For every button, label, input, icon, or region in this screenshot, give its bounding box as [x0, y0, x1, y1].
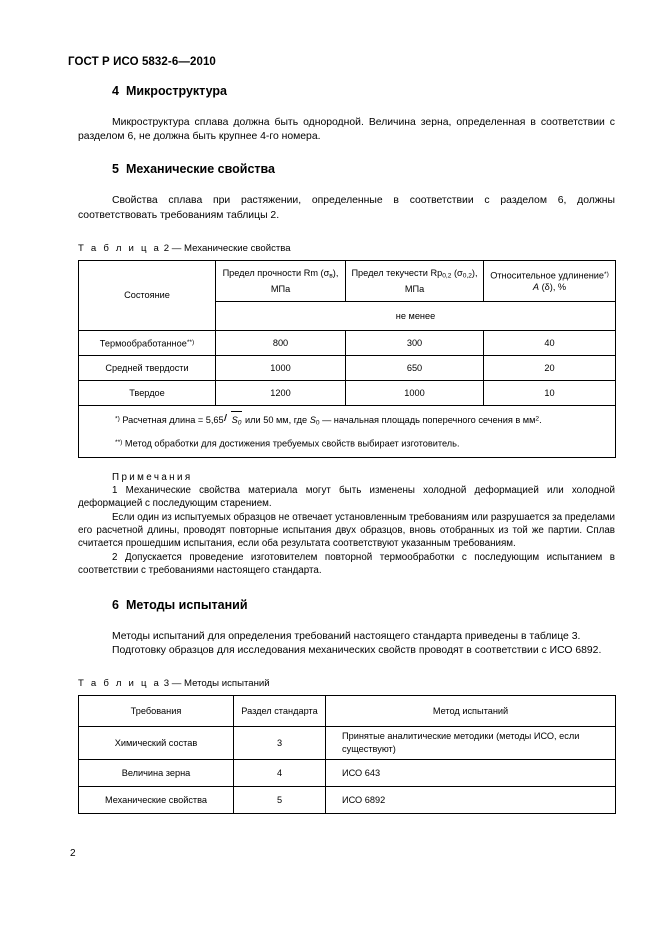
- table2-state-text: Термообработанное: [99, 338, 187, 349]
- table2-cell-a: 40: [484, 330, 616, 355]
- th-rp-c: ),: [471, 268, 478, 279]
- th-rp-b: (σ: [451, 268, 463, 279]
- table2-cell-rp: 1000: [346, 380, 484, 405]
- sqrt-icon: [224, 411, 243, 431]
- table2-cell-rp: 650: [346, 355, 484, 380]
- table2-header-state: Состояние: [79, 260, 216, 330]
- table3-cell-section: 3: [234, 727, 326, 760]
- table3-caption-label: Т а б л и ц а: [78, 678, 162, 690]
- table3-caption-title: Методы испытаний: [184, 678, 270, 690]
- section-4-paragraph-1: Микроструктура сплава должна быть однородной. Величина зерна, определенная в соответствии с разделом 6, не должна быть крупнее 4-го номера.: [78, 117, 615, 143]
- footnote1-marker: *): [115, 415, 120, 423]
- table2-caption-title: Механические свойства: [184, 242, 291, 254]
- table3-cell-method: Принятые аналитические методики (методы ИСО, если существуют): [326, 727, 616, 760]
- th-rp-unit: МПа: [404, 283, 425, 294]
- th-rm-a: Предел прочности Rm (σ: [222, 268, 330, 279]
- page-number: 2: [70, 848, 76, 859]
- footnote1-s: S: [309, 414, 316, 425]
- table3-header-method: Метод испытаний: [326, 696, 616, 727]
- table2-cell-rm: 1200: [216, 380, 346, 405]
- table2-header-row: [79, 260, 616, 301]
- table2-footnote-2: [115, 435, 611, 452]
- table2-caption-label: Т а б л и ц а: [78, 242, 162, 254]
- table3-caption-dash: —: [171, 678, 182, 690]
- table2-footnotes: [79, 405, 616, 457]
- note-item-2: Если один из испытуемых образцов не отвечает установленным требованиям или разрушается за пределами его расчетной длины, проводят повторные испытания двух образцов, вновь отобранных из той же партии. Сплав считается прошедшим испытания, если оба результата соответствуют указанным требованиям.: [78, 511, 615, 550]
- table2-subheader-not-less: не менее: [216, 301, 616, 330]
- table-row: [79, 355, 616, 380]
- table-row: [79, 760, 616, 787]
- th-rp-sub2: 0,2: [462, 272, 472, 280]
- section-5-paragraph-1: Свойства сплава при растяжении, определенные в соответствии с разделом 6, должны соответствовать требованиям таблицы 2.: [78, 195, 615, 221]
- table3-header-row: [79, 696, 616, 727]
- th-rm-sub: в: [329, 272, 333, 280]
- table2-footnote-1: [115, 411, 611, 431]
- section-number-4: 4: [112, 84, 119, 98]
- table3-cell-method: ИСО 643: [326, 760, 616, 787]
- table2-cell-a: 20: [484, 355, 616, 380]
- th-a-text: Относительное удлинение: [490, 270, 605, 281]
- table3-header-section: Раздел стандарта: [234, 696, 326, 727]
- table3-cell-method: ИСО 6892: [326, 787, 616, 814]
- table2-header-tensile-strength: [216, 260, 346, 301]
- table3-cell-requirement: Механические свойства: [79, 787, 234, 814]
- section-6-paragraph-1: Методы испытаний для определения требований настоящего стандарта приведены в таблице 3.: [112, 630, 581, 642]
- table2-header-yield-strength: [346, 260, 484, 301]
- th-rp-a: Предел текучести Rp: [351, 268, 443, 279]
- section-heading-4: [78, 84, 615, 98]
- section-number-6: 6: [112, 597, 119, 612]
- footnote2-text: Метод обработки для достижения требуемых свойств выбирает изготовитель.: [122, 438, 460, 449]
- table3-cell-section: 4: [234, 760, 326, 787]
- document-header: ГОСТ Р ИСО 5832-6—2010: [68, 56, 216, 68]
- footnote1-sup: 2: [535, 415, 540, 423]
- table-mechanical-properties: [78, 260, 616, 458]
- th-rm-b: ),: [332, 268, 339, 279]
- table2-header-elongation: [484, 260, 616, 301]
- section-title-6: Методы испытаний: [125, 597, 248, 612]
- footnote2-marker: **): [115, 439, 123, 447]
- th-a-rest: (δ), %: [539, 282, 567, 293]
- footnote1-end: .: [539, 414, 542, 425]
- table2-cell-state: Средней твердости: [79, 355, 216, 380]
- section-heading-6: [78, 598, 615, 612]
- table2-cell-rp: 300: [346, 330, 484, 355]
- table2-caption: [78, 243, 615, 254]
- footnote1-s-sub: 0: [315, 419, 320, 427]
- notes-title: Примечания: [112, 471, 193, 483]
- table3-cell-section: 5: [234, 787, 326, 814]
- section-title-4: Микроструктура: [125, 84, 227, 98]
- section-number-5: 5: [112, 162, 119, 177]
- th-a-symbol: A: [532, 282, 540, 293]
- table-row: [79, 787, 616, 814]
- table-row: [79, 380, 616, 405]
- table2-state-sup: **): [186, 338, 195, 346]
- page-content: [78, 78, 615, 814]
- th-rp-sub1: 0,2: [442, 272, 452, 280]
- table3-caption-number: 3: [163, 678, 170, 690]
- section-title-5: Механические свойства: [125, 162, 275, 177]
- table2-cell-rm: 800: [216, 330, 346, 355]
- table2-cell-state: [79, 330, 216, 355]
- table3-header-requirements: Требования: [79, 696, 234, 727]
- table3-caption: [78, 678, 615, 689]
- footnote1-part3: — начальная площадь поперечного сечения в мм: [319, 414, 536, 425]
- table3-cell-requirement: Химический состав: [79, 727, 234, 760]
- footnote1-part1: Расчетная длина = 5,65: [119, 414, 224, 425]
- table-test-methods: [78, 695, 616, 814]
- table2-caption-number: 2: [163, 242, 170, 254]
- table3-cell-requirement: Величина зерна: [79, 760, 234, 787]
- footnote1-radicand-sub: 0: [237, 419, 242, 427]
- table2-cell-state: Твердое: [79, 380, 216, 405]
- section-6-paragraph-2: Подготовку образцов для исследования механических свойств проводят в соответствии с ИСО 6892.: [112, 644, 602, 656]
- footnote1-radicand: S: [231, 414, 238, 425]
- th-a-sup: *): [604, 270, 609, 278]
- table2-cell-a: 10: [484, 380, 616, 405]
- section-heading-5: [78, 162, 615, 176]
- table-row: [79, 727, 616, 760]
- table-row: [79, 330, 616, 355]
- table2-caption-dash: —: [171, 242, 182, 254]
- table2-footnotes-row: [79, 405, 616, 457]
- note-item-1: 1 Механические свойства материала могут быть изменены холодной деформацией или холодной деформацией с последующим старением.: [78, 484, 615, 510]
- table2-cell-rm: 1000: [216, 355, 346, 380]
- note-item-3: 2 Допускается проведение изготовителем повторной термообработки с последующим испытанием в соответствии с требованиями настоящего стандарта.: [78, 551, 615, 577]
- th-rm-unit: МПа: [270, 283, 291, 294]
- footnote1-part2: или 50 мм, где: [242, 414, 310, 425]
